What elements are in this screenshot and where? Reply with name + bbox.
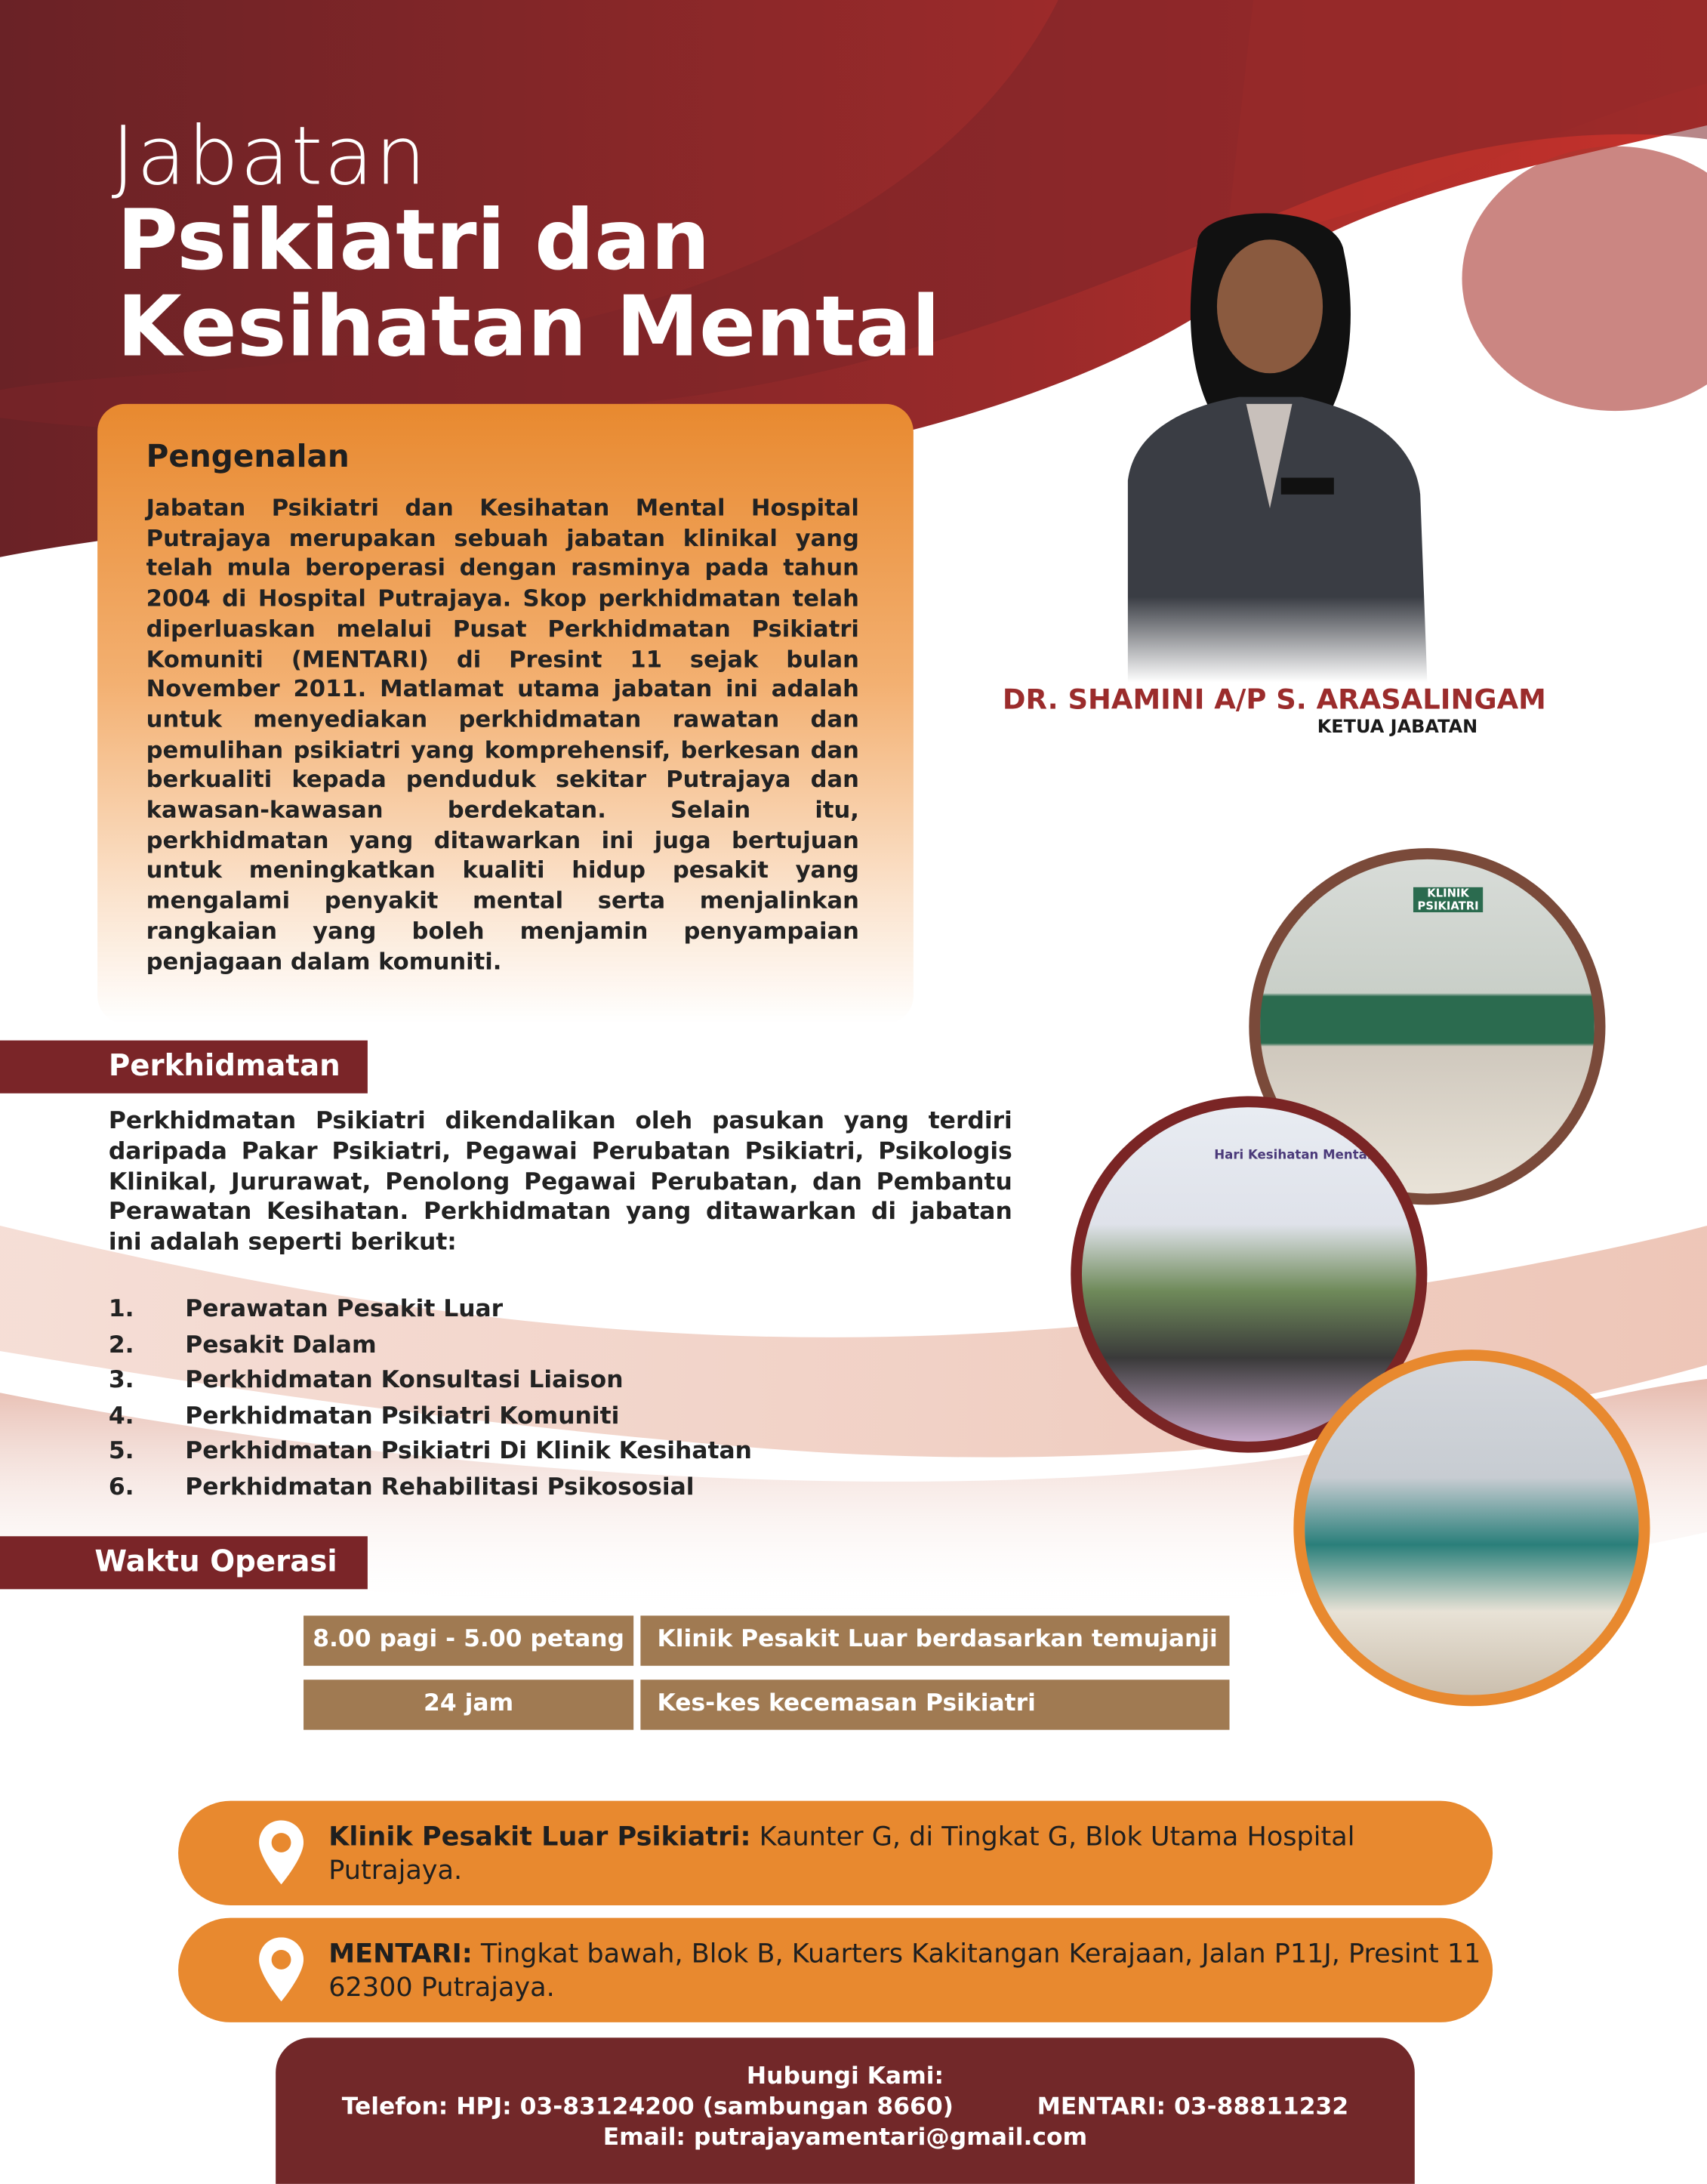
location-text: Kaunter G, di Tingkat G, Blok Utama Hospital Putrajaya. — [328, 1822, 1355, 1886]
location-mentari — [178, 1918, 1493, 2022]
contact-phones — [276, 2092, 1415, 2123]
award-photo — [1293, 1350, 1650, 1706]
hours-time: 24 jam — [304, 1680, 633, 1729]
contact-email: Email: putrajayamentari@gmail.com — [602, 2124, 1088, 2152]
location-label: Klinik Pesakit Luar Psikiatri: — [328, 1822, 751, 1852]
title-line2: Psikiatri dan — [116, 192, 710, 290]
hours-time: 8.00 pagi - 5.00 petang — [304, 1615, 633, 1665]
location-clinic — [178, 1801, 1493, 1905]
title-line3: Kesihatan Mental — [116, 278, 941, 376]
intro-box — [97, 404, 914, 1024]
list-item: 6. Perkhidmatan Rehabilitasi Psikososial — [108, 1473, 695, 1502]
location-pin-icon — [259, 1937, 304, 2001]
intro-title: Pengenalan — [146, 440, 350, 475]
hours-desc: Klinik Pesakit Luar berdasarkan temujanji — [640, 1615, 1229, 1665]
location-label: MENTARI: — [328, 1939, 473, 1970]
intro-body: Jabatan Psikiatri dan Kesihatan Mental Hospital Putrajaya merupakan sebuah jabatan klinikal yang telah mula beroperasi dengan rasminya pada tahun 2004 di Hospital Putrajaya. Skop perkhidmatan telah diperluaskan melalui Pusat Perkhidmatan Psikiatri Komuniti (MENTARI) di Presint 11 sejak bulan November 2011. Matlamat utama jabatan ini adalah untuk menyediakan perkhidmatan rawatan dan pemulihan psikiatri yang komprehensif, berkesan dan berkualiti kepada penduduk sekitar Putrajaya dan kawasan-kawasan berdekatan. Selain itu, perkhidmatan yang ditawarkan ini juga bertujuan untuk meningkatkan kualiti hidup pesakit yang mengalami penyakit mental serta menjalinkan rangkaian yang boleh menjamin penyampaian penjagaan dalam komuniti. — [146, 494, 859, 975]
phone-hpj: Telefon: HPJ: 03-83124200 (sambungan 8660) — [341, 2093, 954, 2121]
location-text: Tingkat bawah, Blok B, Kuarters Kakitangan Kerajaan, Jalan P11J, Presint 11 62300 Putrajaya. — [328, 1939, 1481, 2004]
list-item: 2. Pesakit Dalam — [108, 1331, 377, 1359]
list-item: 4. Perkhidmatan Psikiatri Komuniti — [108, 1402, 620, 1430]
contact-title: Hubungi Kami: — [746, 2062, 944, 2091]
head-of-department-photo — [1114, 202, 1427, 682]
list-item: 5. Perkhidmatan Psikiatri Di Klinik Kesihatan — [108, 1438, 752, 1466]
phone-mentari: MENTARI: 03-88811232 — [1037, 2093, 1349, 2121]
title-line1: Jabatan — [111, 108, 428, 204]
hours-desc: Kes-kes kecemasan Psikiatri — [640, 1680, 1229, 1729]
location-pin-icon — [259, 1821, 304, 1885]
services-heading: Perkhidmatan — [0, 1041, 368, 1094]
head-name: DR. SHAMINI A/P S. ARASALINGAM — [1002, 682, 1546, 716]
contact-footer — [276, 2037, 1415, 2184]
services-body: Perkhidmatan Psikiatri dikendalikan oleh pasukan yang terdiri daripada Pakar Psikiatri, Pegawai Perubatan Psikiatri, Psikologis Klinikal, Jururawat, Penolong Pegawai Perubatan, dan Pembantu Perawatan Kesihatan. Perkhidmatan yang ditawarkan di jabatan ini adalah seperti berikut: — [108, 1107, 1012, 1257]
event-banner: Hari Kesihatan Mental — [1214, 1149, 1372, 1163]
clinic-sign: KLINIK PSIKIATRI — [1413, 887, 1483, 912]
list-item: 3. Perkhidmatan Konsultasi Liaison — [108, 1366, 624, 1395]
page-title — [116, 192, 941, 376]
head-role: KETUA JABATAN — [1317, 717, 1478, 739]
list-item: 1. Perawatan Pesakit Luar — [108, 1295, 504, 1324]
hours-heading: Waktu Operasi — [0, 1536, 368, 1589]
